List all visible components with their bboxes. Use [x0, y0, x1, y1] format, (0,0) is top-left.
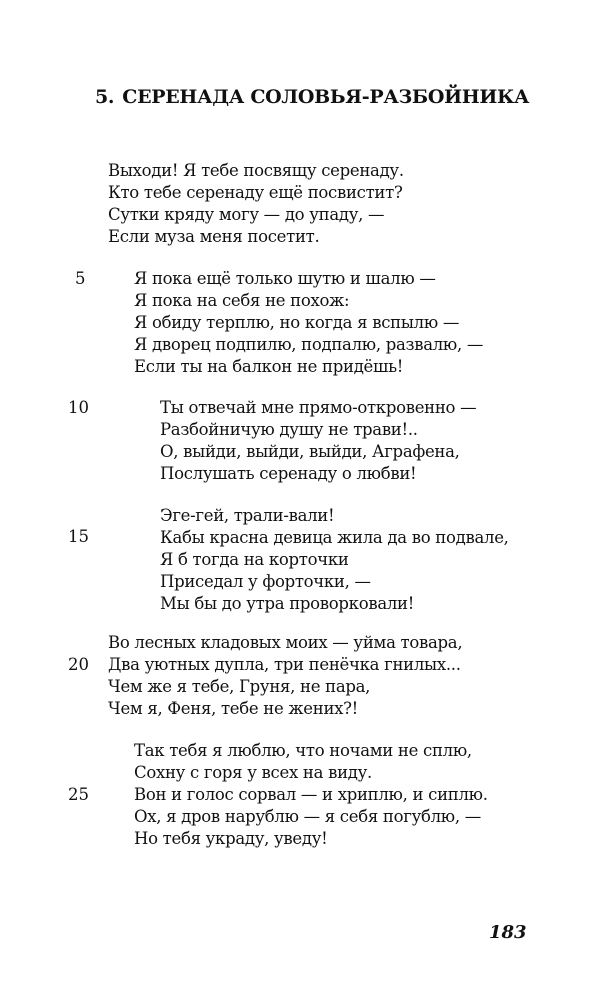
poem-title: [95, 86, 529, 108]
verse-line: Я б тогда на корточки: [160, 550, 349, 569]
verse-line: Чем я, Феня, тебе не жених?!: [108, 699, 359, 718]
verse-line: Два уютных дупла, три пенёчка гнилых...: [108, 655, 461, 674]
verse-line: Я пока ещё только шутю и шалю —: [134, 269, 436, 288]
verse-line: Разбойничую душу не трави!..: [160, 420, 418, 439]
verse-line: Мы бы до утра проворковали!: [160, 594, 415, 613]
stanza-5: [108, 632, 462, 720]
verse-line: Если муза меня посетит.: [108, 227, 320, 246]
verse-line: О, выйди, выйди, выйди, Аграфена,: [160, 442, 460, 461]
verse-line: Выходи! Я тебе посвящу серенаду.: [108, 161, 404, 180]
stanza-1: [108, 160, 404, 248]
stanza-6: [134, 740, 488, 850]
verse-line: Сутки кряду могу — до упаду, —: [108, 205, 385, 224]
line-number-15: 15: [68, 527, 89, 546]
line-number-10: 10: [68, 398, 89, 417]
line-number-25: 25: [68, 785, 89, 804]
line-number-20: 20: [68, 655, 89, 674]
verse-line: Послушать серенаду о любви!: [160, 464, 417, 483]
stanza-3: [160, 397, 476, 485]
poem-number: 5.: [95, 86, 115, 108]
line-number-5: 5: [75, 269, 86, 288]
verse-line: Но тебя украду, уведу!: [134, 829, 328, 848]
verse-line: Приседал у форточки, —: [160, 572, 371, 591]
verse-line: Если ты на балкон не придёшь!: [134, 357, 404, 376]
verse-line: Сохну с горя у всех на виду.: [134, 763, 372, 782]
verse-line: Так тебя я люблю, что ночами не сплю,: [134, 741, 472, 760]
verse-line: Я дворец подпилю, подпалю, развалю, —: [134, 335, 484, 354]
verse-line: Во лесных кладовых моих — уйма товара,: [108, 633, 463, 652]
stanza-4: [160, 505, 509, 615]
poem-title-text: СЕРЕНАДА СОЛОВЬЯ-РАЗБОЙНИКА: [122, 86, 530, 108]
verse-line: Кто тебе серенаду ещё посвистит?: [108, 183, 403, 202]
verse-line: Ох, я дров нарублю — я себя погублю, —: [134, 807, 481, 826]
verse-line: Я пока на себя не похож:: [134, 291, 350, 310]
verse-line: Эге-гей, трали-вали!: [160, 506, 335, 525]
stanza-2: [134, 268, 483, 378]
verse-line: Чем же я тебе, Груня, не пара,: [108, 677, 371, 696]
verse-line: Вон и голос сорвал — и хриплю, и сиплю.: [134, 785, 488, 804]
verse-line: Я обиду терплю, но когда я вспылю —: [134, 313, 460, 332]
page-number: 183: [489, 922, 527, 943]
verse-line: Ты отвечай мне прямо-откровенно —: [160, 398, 477, 417]
verse-line: Кабы красна девица жила да во подвале,: [160, 528, 509, 547]
